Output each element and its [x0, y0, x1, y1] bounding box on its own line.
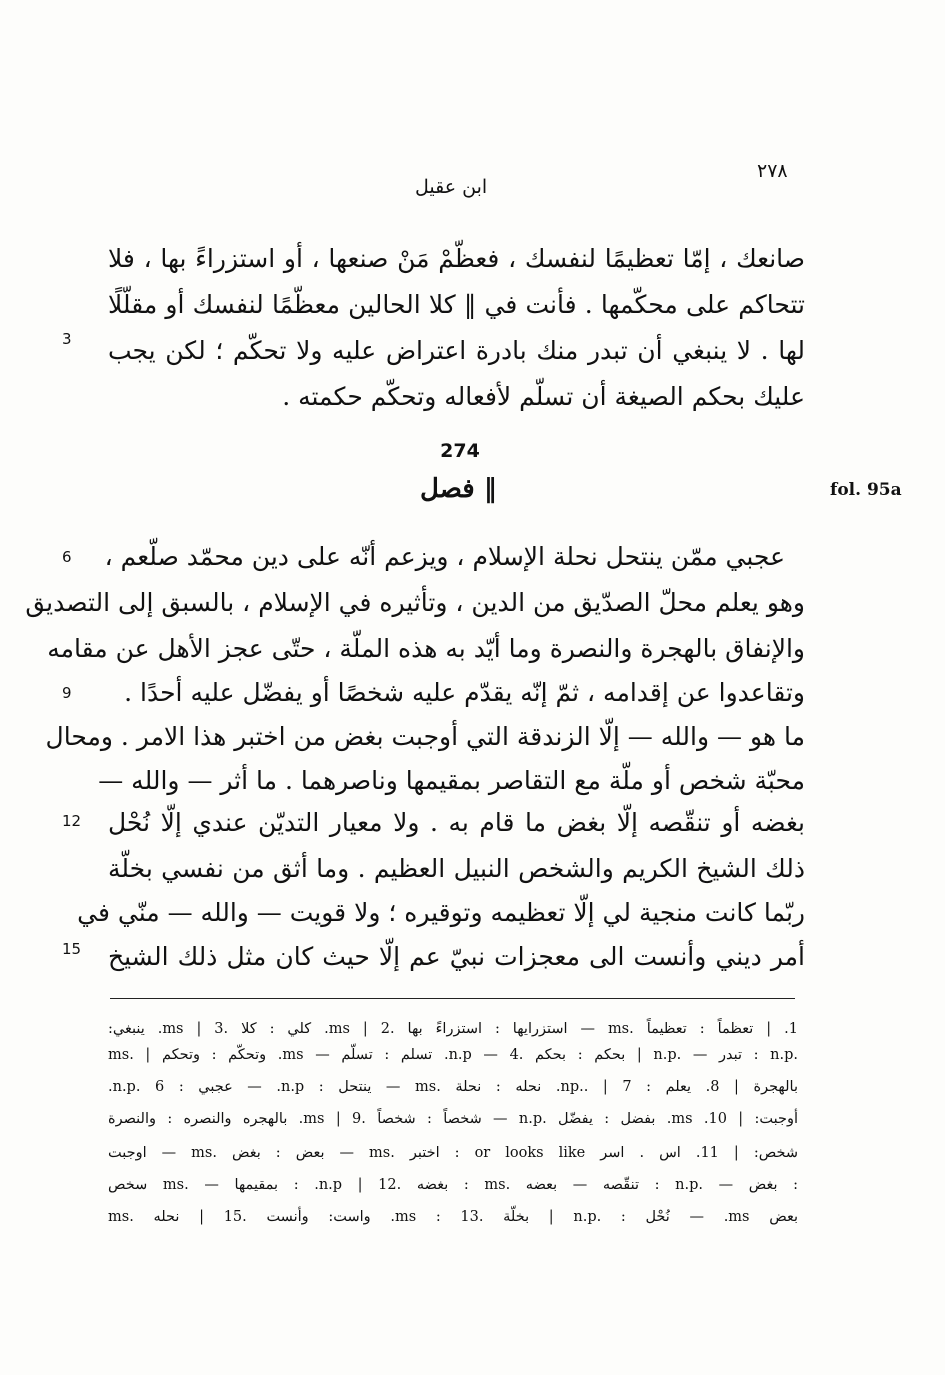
line-number: 3: [62, 330, 72, 348]
body-line: أمر ديني وأنست الى معجزات نبيّ عم إلّا حيث كان مثل ذلك الشيخ: [108, 942, 805, 971]
footnote-line: ms. | وتحكّم : وتحكم .ms — تسلم : تسلّم .n.p — بحكم : بحكم .4 | n.p. — تبدر : n.p.: [108, 1047, 798, 1063]
body-line: عجبي ممّن ينتحل نحلة الإسلام ، ويزعم أنّه على دين محمّد صلّعم ،: [104, 542, 785, 571]
footnote-line: أوجبت: | 10. ms. بفضل : يفضّل .n.p — شخصاً : شخصاً .9 | ms. بالهجره والنصره : والنصرة: [108, 1111, 798, 1127]
body-line: ما هو — والله — إلّا الزندقة التي أوجبت بغض من اختبر هذا الامر . ومحال: [45, 722, 805, 751]
passage-line: عليك بحكم الصيغة أن تسلّم لأفعاله وتحكّم حكمته .: [282, 382, 805, 411]
footnote-divider: [110, 998, 795, 999]
line-number: 9: [62, 684, 72, 702]
footnote-line: شخص: | 11. اس . اسر or looks like : اختبر .ms — بعض : بغض .ms — اوجبت: [108, 1145, 798, 1161]
body-line: وهو يعلم محلّ الصدّيق من الدين ، وتأثيره في الإسلام ، بالسبق إلى التصديق: [25, 588, 805, 617]
body-line: ربّما كانت منجية لي إلّا تعظيمه وتوقيره ؛ ولا قويت — والله — منّي في: [77, 898, 805, 927]
line-number: 12: [62, 812, 82, 830]
running-head: ابن عقيل: [415, 176, 488, 198]
body-line: ذلك الشيخ الكريم والشخص النبيل العظيم . وما أثق من نفسي بخلّة: [108, 854, 805, 883]
line-number: 6: [62, 548, 72, 566]
section-title: ‖ فصل: [420, 474, 497, 504]
page-number: ٢٧٨: [757, 160, 788, 182]
footnote-line: ms. واست: وأنست .15 | نحله .ms : بخلّة .13 | n.p. : نُحْل — .ms بعض: [108, 1209, 798, 1225]
passage-line: لها . لا ينبغي أن تبدر منك بادرة اعتراض عليه ولا تحكّم ؛ لكن يجب: [108, 336, 805, 365]
folio-reference: fol. 95a: [830, 480, 902, 500]
footnote-line: : بغض — .n.p : تنقّصه — بعضه .ms : بغضه .12 | n.p. : بمقيمها — .ms سخص: [108, 1177, 799, 1193]
passage-line: صانعك ، إمّا تعظيمًا لنفسك ، فعظّمْ مَنْ صنعها ، أو استزراءً بها ، فلا: [108, 244, 805, 273]
body-line: وتقاعدوا عن إقدامه ، ثمّ إنّه يقدّم عليه شخصًا أو يفضّل عليه أحدًا .: [124, 678, 805, 707]
footnote-line: بالهجرة | 8. يعلم : np.. | 7. نحله : نحلة .ms — ينتحل : n.p. — عجبي : n.p. 6.: [108, 1079, 798, 1095]
footnote-line: 1. | تعظماً : تعظيماً .ms — استزرايها : استزراءً بها .ms | 2. كلي : كلا .ms | 3. ينبغي:: [108, 1021, 798, 1037]
body-line: والإنفاق بالهجرة والنصرة وما أيّد به هذه الملّة ، حتّى عجز الأهل عن مقامه: [47, 634, 805, 663]
section-number: 274: [440, 440, 480, 462]
body-line: بغضه أو تنقّصه إلّا بغض ما قام به . ولا معيار التديّن عندي إلّا نُحْل: [108, 808, 805, 837]
body-line: محبّة شخص أو ملّة مع التقاصر بمقيمها وناصرهما . ما أثر — والله —: [98, 766, 805, 795]
passage-line: تتحاكم على محكّمها . فأنت في ‖ كلا الحالين معظّمًا لنفسك أو مقلّلًا: [108, 290, 805, 319]
line-number: 15: [62, 940, 82, 958]
